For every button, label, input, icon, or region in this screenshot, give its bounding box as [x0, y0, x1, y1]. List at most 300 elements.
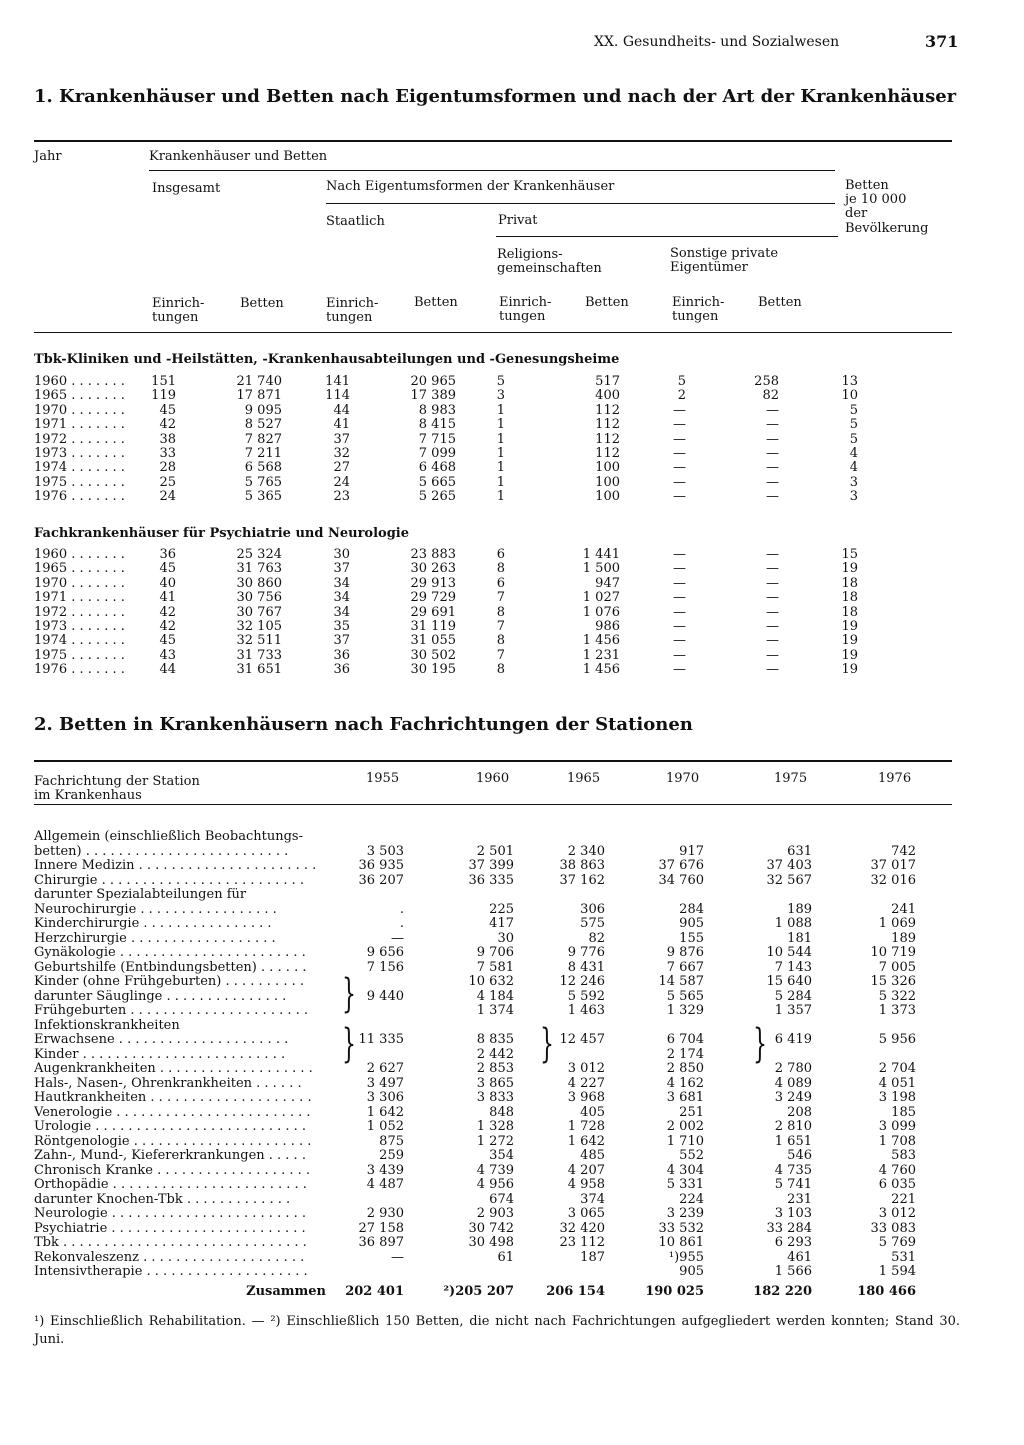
table-cell: 7: [496, 619, 505, 634]
table-cell: 7 211: [244, 446, 282, 461]
table-row: [0, 1019, 1024, 1033]
table-cell: 1 329: [666, 1003, 704, 1018]
table-cell: 27 158: [358, 1220, 404, 1236]
table-cell: 7 715: [418, 431, 456, 447]
year-header: 1955: [366, 771, 400, 786]
t1-col-einrichtungen-4: Einrich-: [672, 295, 725, 310]
table-cell: 5: [496, 374, 505, 389]
table-cell: 1: [496, 489, 505, 505]
table-cell: 7 156: [366, 959, 404, 975]
table-cell: 15 326: [870, 974, 916, 989]
t1-col-einrichtungen-3: Einrich-: [499, 295, 552, 310]
table-cell: 258: [754, 374, 779, 389]
table-cell: 546: [787, 1148, 812, 1163]
table-cell: —: [673, 619, 686, 634]
row-label: 1976 . . . . . . .: [34, 489, 125, 505]
t1-col-tungen-3: tungen: [499, 309, 546, 324]
table-cell: 251: [679, 1104, 704, 1120]
table-cell: 32: [333, 446, 350, 461]
table-cell: 7 667: [666, 959, 704, 975]
table-cell: 33 083: [870, 1220, 916, 1236]
table-cell: —: [673, 431, 686, 447]
t1-header-je10000: je 10 000: [845, 192, 907, 207]
table-cell: 30: [497, 930, 514, 946]
table-cell: 5: [849, 417, 858, 433]
table-cell: 185: [891, 1104, 916, 1120]
table-cell: 1: [496, 417, 505, 433]
row-label: 1971 . . . . . . .: [34, 417, 125, 433]
table-cell: 18: [841, 604, 858, 620]
table-cell: 1 441: [582, 547, 620, 562]
table-row: [0, 389, 1024, 403]
table-cell: 42: [159, 417, 176, 433]
table-cell: 1: [496, 402, 505, 418]
table-cell: —: [673, 604, 686, 620]
table-cell: 7 005: [878, 959, 916, 975]
table-cell: 1 076: [582, 604, 620, 620]
table-cell: 374: [580, 1191, 605, 1207]
table-cell: 3 198: [878, 1090, 916, 1105]
table1-top-rule: [34, 140, 952, 142]
t1-header-rule: [149, 170, 835, 171]
table-cell: 33: [159, 446, 176, 461]
table-cell: 112: [595, 431, 620, 447]
table-cell: 5: [849, 431, 858, 447]
table-cell: —: [673, 489, 686, 505]
row-label: Erwachsene . . . . . . . . . . . . . . . . . . . . .: [34, 1033, 289, 1047]
table-cell: 7 827: [244, 431, 282, 447]
table-cell: 1 069: [878, 916, 916, 931]
table-cell: 14 587: [658, 974, 704, 989]
row-label: Intensivtherapie . . . . . . . . . . . . . . . . . . . .: [34, 1265, 308, 1279]
table-cell: 1 728: [567, 1119, 605, 1134]
total-label: Zusammen: [246, 1284, 326, 1299]
table-cell: 38 863: [559, 858, 605, 873]
t1-header-jahr: Jahr: [34, 149, 62, 164]
table-cell: .: [399, 916, 404, 931]
table-cell: 7 143: [774, 959, 812, 975]
table-cell: 2 442: [476, 1046, 514, 1062]
table-cell: 1 328: [476, 1119, 514, 1134]
table-row: [0, 418, 1024, 432]
row-label: Tbk . . . . . . . . . . . . . . . . . . . . . . . . . . . . . .: [34, 1236, 307, 1250]
t1-header-betten-je: Betten: [845, 178, 889, 193]
table-cell: 30 502: [410, 647, 456, 663]
table-row: [0, 1265, 1024, 1279]
t1-col-einrichtungen-2: Einrich-: [326, 296, 379, 311]
table-row: [0, 975, 1024, 989]
total-cell: 202 401: [345, 1284, 404, 1299]
table-cell: 32 016: [870, 872, 916, 888]
table-cell: 875: [379, 1133, 404, 1149]
row-label: 1974 . . . . . . .: [34, 460, 125, 476]
table-row: [0, 562, 1024, 576]
table-cell: 905: [679, 1264, 704, 1279]
table-cell: 5 331: [666, 1177, 704, 1192]
table-cell: 8: [496, 604, 505, 620]
table-cell: 2 174: [666, 1046, 704, 1062]
table-cell: 189: [891, 930, 916, 946]
table-cell: 5 765: [244, 474, 282, 490]
row-label: Neurologie . . . . . . . . . . . . . . . . . . . . . . . .: [34, 1207, 306, 1221]
table-cell: 259: [379, 1148, 404, 1163]
table-cell: 354: [489, 1148, 514, 1163]
table-cell: 8: [496, 662, 505, 678]
row-label: Zahn-, Mund-, Kiefererkrankungen . . . . .: [34, 1149, 306, 1163]
table-cell: 2 704: [878, 1061, 916, 1076]
table-cell: 12 246: [559, 974, 605, 989]
total-cell: 206 154: [546, 1284, 605, 1299]
table-cell: 225: [489, 901, 514, 917]
table-cell: 13: [841, 374, 858, 389]
table-cell: 34 760: [658, 872, 704, 888]
table-cell: 4 184: [476, 988, 514, 1004]
table-cell: —: [673, 402, 686, 418]
table-cell: —: [673, 561, 686, 577]
table-cell: 1: [496, 474, 505, 490]
total-cell: 180 466: [857, 1284, 916, 1299]
table-cell: 5 592: [567, 988, 605, 1004]
table-row: [0, 606, 1024, 620]
table-cell: 30 767: [236, 604, 282, 620]
table-row: [0, 1048, 1024, 1062]
table-cell: 21 740: [236, 374, 282, 389]
table-cell: 2 930: [366, 1206, 404, 1221]
table-row: [0, 903, 1024, 917]
table-cell: 10 719: [870, 945, 916, 960]
table-cell: 5 769: [878, 1235, 916, 1250]
table-cell: —: [673, 460, 686, 476]
t1-col-tungen-4: tungen: [672, 309, 719, 324]
t1-header-rule-privat: [496, 236, 835, 237]
table-cell: 10 632: [468, 974, 514, 989]
table-cell: 2 780: [774, 1061, 812, 1076]
table-cell: 3 865: [476, 1075, 514, 1091]
table-cell: 30 263: [410, 561, 456, 577]
table-cell: 3: [496, 388, 505, 404]
table-cell: 2 340: [567, 843, 605, 859]
t1-header-insgesamt: Insgesamt: [152, 181, 221, 196]
table-cell: 1 373: [878, 1003, 916, 1018]
t1-header-tick: [826, 236, 838, 237]
table-cell: 31 763: [236, 561, 282, 577]
table-row: [0, 1193, 1024, 1207]
table-cell: 9 095: [244, 402, 282, 418]
table-cell: 9 656: [366, 945, 404, 960]
table-cell: 42: [159, 619, 176, 634]
table-cell: 141: [325, 374, 350, 389]
table-cell: 3 497: [366, 1075, 404, 1091]
table-cell: 30 860: [236, 575, 282, 591]
table-cell: 5 265: [418, 489, 456, 505]
table-cell: 4 207: [567, 1162, 605, 1178]
table-cell: 25 324: [236, 547, 282, 562]
table-row: [0, 1106, 1024, 1120]
table-row: [0, 375, 1024, 389]
table-cell: 5 565: [666, 988, 704, 1004]
table-cell: 36 897: [358, 1235, 404, 1250]
row-label: 1975 . . . . . . .: [34, 647, 125, 663]
table-row: [0, 946, 1024, 960]
table-cell: 61: [497, 1249, 514, 1265]
table-cell: 5: [849, 402, 858, 418]
table-cell: 400: [595, 388, 620, 404]
year-header: 1970: [666, 771, 700, 786]
table-cell: 31 733: [236, 647, 282, 663]
table-cell: 6 568: [244, 460, 282, 476]
table-cell: 1 052: [366, 1119, 404, 1134]
table-row: [0, 1222, 1024, 1236]
row-label: Röntgenologie . . . . . . . . . . . . . . . . . . . . . .: [34, 1134, 312, 1149]
table-row: [0, 859, 1024, 873]
table-cell: 1: [496, 431, 505, 447]
table-cell: 31 651: [236, 662, 282, 678]
table-cell: 32 511: [236, 633, 282, 649]
table-cell: —: [766, 460, 779, 476]
table-cell: 17 389: [410, 388, 456, 404]
row-label: 1971 . . . . . . .: [34, 590, 125, 606]
table-cell: 20 965: [410, 374, 456, 389]
row-label: Geburtshilfe (Entbindungsbetten) . . . . . .: [34, 960, 307, 975]
table-cell: 4 760: [878, 1162, 916, 1178]
table-cell: 6 704: [666, 1032, 704, 1047]
table-cell: 6 035: [878, 1177, 916, 1192]
table-cell: 100: [595, 460, 620, 476]
table-cell: 15 640: [766, 974, 812, 989]
table-cell: —: [673, 474, 686, 490]
table-row: [0, 830, 1024, 844]
table-row: [0, 1120, 1024, 1134]
row-label: 1976 . . . . . . .: [34, 662, 125, 678]
table-cell: 155: [679, 930, 704, 946]
table-cell: 41: [333, 417, 350, 433]
page-number: 371: [925, 32, 959, 51]
row-label: Orthopädie . . . . . . . . . . . . . . . . . . . . . . . .: [34, 1178, 307, 1192]
table-cell: 43: [159, 647, 176, 663]
table-cell: 27: [333, 460, 350, 476]
table-cell: 112: [595, 402, 620, 418]
table-cell: 3 503: [366, 843, 404, 859]
year-header: 1976: [878, 771, 912, 786]
t1-header-rule-eig: [326, 203, 835, 204]
table-cell: 284: [679, 901, 704, 917]
table-cell: 6: [496, 575, 505, 591]
table-cell: —: [766, 561, 779, 577]
table-cell: 37 399: [468, 858, 514, 873]
table-cell: —: [391, 1249, 404, 1265]
table-row: [0, 1062, 1024, 1076]
row-label: Infektionskrankheiten: [34, 1018, 180, 1033]
table-cell: 37 017: [870, 858, 916, 873]
table-cell: 32 105: [236, 619, 282, 634]
row-label: 1970 . . . . . . .: [34, 402, 125, 418]
table-cell: 2 810: [774, 1119, 812, 1134]
table-cell: 3 833: [476, 1090, 514, 1105]
table-cell: 4: [849, 460, 858, 476]
table-row: [0, 1033, 1024, 1047]
table-cell: 4 956: [476, 1177, 514, 1192]
table-row: [0, 577, 1024, 591]
table-cell: 485: [580, 1148, 605, 1163]
table-cell: 37: [333, 561, 350, 577]
table-cell: 187: [580, 1249, 605, 1265]
t1-col-einrichtungen-1: Einrich-: [152, 296, 205, 311]
table-cell: 3 249: [774, 1090, 812, 1105]
table2-top-rule: [34, 760, 952, 762]
table-cell: 3 306: [366, 1090, 404, 1105]
row-label: Chirurgie . . . . . . . . . . . . . . . . . . . . . . . . .: [34, 873, 305, 888]
table-cell: 241: [891, 901, 916, 917]
row-label: Neurochirurgie . . . . . . . . . . . . . . . . .: [34, 902, 277, 917]
table-cell: 7: [496, 590, 505, 606]
table-cell: .: [399, 901, 404, 917]
table1-title: 1. Krankenhäuser und Betten nach Eigentumsformen und nach der Art der Krankenhäuser: [34, 86, 957, 107]
table-row: [0, 433, 1024, 447]
total-cell: ²)205 207: [443, 1284, 514, 1299]
table-cell: 8: [496, 633, 505, 649]
t1-col-betten-4: Betten: [758, 295, 802, 310]
table-cell: 40: [159, 575, 176, 591]
row-label: 1960 . . . . . . .: [34, 374, 125, 389]
table-row: [0, 1004, 1024, 1018]
table-cell: 11 335: [358, 1032, 404, 1047]
table-cell: 44: [333, 402, 350, 418]
table-cell: 583: [891, 1148, 916, 1163]
table-cell: 32 420: [559, 1220, 605, 1236]
table-row: [0, 476, 1024, 490]
table-cell: 1 708: [878, 1133, 916, 1149]
table-cell: 32 567: [766, 872, 812, 888]
table-cell: 34: [333, 590, 350, 606]
table-row: [0, 634, 1024, 648]
table-cell: 19: [841, 561, 858, 577]
table-cell: 3 439: [366, 1162, 404, 1178]
table-cell: 12 457: [559, 1032, 605, 1047]
table-cell: 4 739: [476, 1162, 514, 1178]
t1-header-eigentumsformen: Nach Eigentumsformen der Krankenhäuser: [326, 179, 615, 194]
table-cell: 23 883: [410, 547, 456, 562]
table-cell: 100: [595, 489, 620, 505]
table-row: [0, 1135, 1024, 1149]
table-cell: 30 742: [468, 1220, 514, 1236]
brace-infektion-1955: }: [342, 1021, 356, 1067]
table-cell: 36: [333, 647, 350, 663]
table-cell: 8 983: [418, 402, 456, 418]
table-cell: 17 871: [236, 388, 282, 404]
table-cell: 3 065: [567, 1206, 605, 1221]
t1-header-sonstige: Sonstige private: [670, 246, 779, 261]
table-cell: 1 357: [774, 1003, 812, 1018]
table-cell: 36 335: [468, 872, 514, 888]
t1-col-betten-1: Betten: [240, 296, 284, 311]
table-cell: 25: [159, 474, 176, 490]
table-cell: 42: [159, 604, 176, 620]
t1-header-religions: Religions-: [497, 247, 563, 262]
table-cell: 1 500: [582, 561, 620, 577]
row-label: Allgemein (einschließlich Beobachtungs-: [34, 830, 303, 844]
table-cell: 45: [159, 633, 176, 649]
table-cell: 947: [595, 575, 620, 591]
row-label: Psychiatrie . . . . . . . . . . . . . . . . . . . . . . . .: [34, 1221, 306, 1236]
footnote: ¹) Einschließlich Rehabilitation. — ²) Einschließlich 150 Betten, die nicht nach Fachrichtungen aufgegliedert werden konnten; Stand 30. Juni.: [34, 1314, 960, 1347]
t2-header-fachrichtung: Fachrichtung der Station: [34, 774, 200, 789]
row-label: 1970 . . . . . . .: [34, 575, 125, 591]
table-cell: 848: [489, 1104, 514, 1120]
table-cell: —: [673, 633, 686, 649]
table-cell: 36: [333, 662, 350, 678]
table-cell: 4 227: [567, 1075, 605, 1091]
row-label: 1965 . . . . . . .: [34, 388, 125, 404]
table-cell: 100: [595, 474, 620, 490]
table-cell: 3: [849, 474, 858, 490]
table-cell: 7 581: [476, 959, 514, 975]
table-row: [0, 874, 1024, 888]
table-cell: 2 853: [476, 1061, 514, 1076]
t1-header-bevoelkerung: Bevölkerung: [845, 221, 929, 236]
table-cell: 119: [151, 388, 176, 404]
table-cell: 461: [787, 1249, 812, 1265]
t1-header-bottom-rule: [34, 332, 952, 333]
table-cell: 38: [159, 431, 176, 447]
table-cell: 37: [333, 431, 350, 447]
brace-infektion-1975: }: [753, 1021, 767, 1067]
table-cell: —: [766, 402, 779, 418]
table-cell: 10 861: [658, 1235, 704, 1250]
table-cell: 31 055: [410, 633, 456, 649]
table-cell: 1 642: [366, 1104, 404, 1120]
row-label: Urologie . . . . . . . . . . . . . . . . . . . . . . . . . .: [34, 1120, 307, 1134]
year-header: 1975: [774, 771, 808, 786]
row-label: Venerologie . . . . . . . . . . . . . . . . . . . . . . . .: [34, 1105, 311, 1120]
table-cell: 114: [325, 388, 350, 404]
table-cell: 5 665: [418, 474, 456, 490]
table-cell: 9 776: [567, 945, 605, 960]
table-cell: 3 012: [567, 1061, 605, 1076]
table-cell: 742: [891, 843, 916, 859]
table-row: [0, 961, 1024, 975]
table-cell: 34: [333, 604, 350, 620]
table-cell: 29 691: [410, 604, 456, 620]
table-cell: 37 676: [658, 858, 704, 873]
table-row: [0, 1091, 1024, 1105]
table-cell: 4 735: [774, 1162, 812, 1178]
table-cell: 9 440: [366, 988, 404, 1004]
table-cell: 405: [580, 1104, 605, 1120]
row-label: Hautkrankheiten . . . . . . . . . . . . . . . . . . . .: [34, 1091, 312, 1105]
table-cell: 1 231: [582, 647, 620, 663]
table-cell: 181: [787, 930, 812, 946]
table-cell: 552: [679, 1148, 704, 1163]
table-cell: 6 419: [774, 1032, 812, 1047]
table-cell: 37: [333, 633, 350, 649]
row-label: 1973 . . . . . . .: [34, 619, 125, 634]
row-label: 1960 . . . . . . .: [34, 547, 125, 562]
table-cell: 531: [891, 1249, 916, 1265]
brace-infektion-1965: }: [540, 1021, 554, 1067]
t1-header-krankenhaeuser: Krankenhäuser und Betten: [149, 149, 328, 164]
table-cell: 6 468: [418, 460, 456, 476]
row-label: 1965 . . . . . . .: [34, 561, 125, 577]
table-cell: 1 272: [476, 1133, 514, 1149]
year-header: 1965: [567, 771, 601, 786]
table-cell: 631: [787, 843, 812, 859]
table-cell: 1 642: [567, 1133, 605, 1149]
table-cell: —: [673, 647, 686, 663]
table-cell: 3 681: [666, 1090, 704, 1105]
t1-group2-title: Fachkrankenhäuser für Psychiatrie und Neurologie: [34, 526, 410, 541]
table-row: [0, 917, 1024, 931]
table-row: [0, 1207, 1024, 1221]
